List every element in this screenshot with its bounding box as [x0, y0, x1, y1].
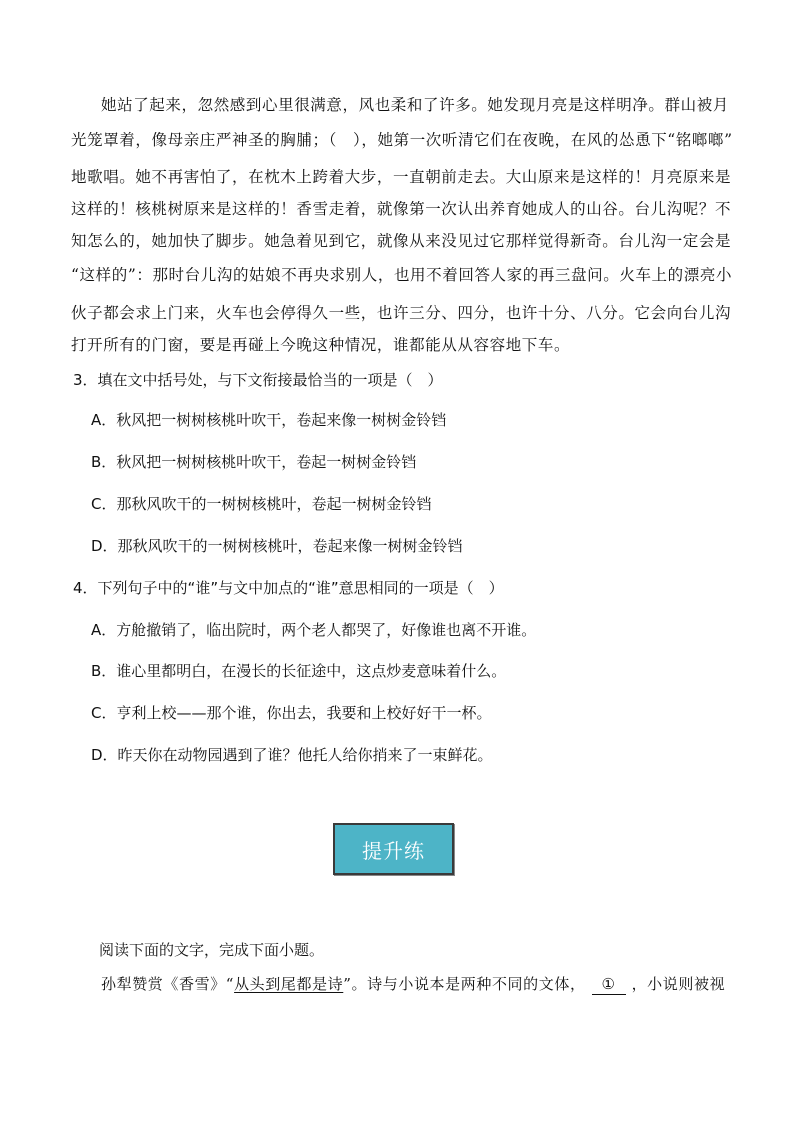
section-title-badge: [333, 823, 454, 875]
question-4-stem: 4．下列句子中的“谁”与文中加点的“谁”意思相同的一项是（ ）: [73, 579, 504, 597]
passage-line: 光笼罩着，像母亲庄严神圣的胸脯；（ ），她第一次听清它们在夜晚，在风的怂恿下“铭啷啷”: [71, 131, 733, 149]
passage-line: 地歌唱。她不再害怕了，在枕木上跨着大步，一直朝前走去。大山原来是这样的！月亮原来是: [71, 168, 732, 186]
reading-instruction: 阅读下面的文字，完成下面小题。: [99, 941, 325, 959]
passage-line: 这样的！核桃树原来是这样的！香雪走着，就像第一次认出养育她成人的山谷。台儿沟呢？不: [71, 200, 732, 218]
question-3-stem: 3．填在文中括号处，与下文衔接最恰当的一项是（ ）: [73, 371, 443, 389]
question-4-option-a[interactable]: A．方舱撤销了，临出院时，两个老人都哭了，好像谁也离不开谁。: [91, 621, 537, 639]
reading-suffix: ，小说则被视: [631, 975, 726, 993]
question-3-option-d[interactable]: D．那秋风吹干的一树树核桃叶，卷起来像一树树金铃铛: [91, 537, 463, 555]
question-3-option-c[interactable]: C．那秋风吹干的一树树核桃叶，卷起一树树金铃铛: [91, 495, 432, 513]
question-4-option-d[interactable]: D．昨天你在动物园遇到了谁？他托人给你捎来了一束鲜花。: [91, 746, 493, 764]
question-4-option-b[interactable]: B．谁心里都明白，在漫长的长征途中，这点炒麦意味着什么。: [91, 662, 507, 680]
blank-1[interactable]: ①: [592, 974, 626, 995]
question-4-option-c[interactable]: C．亨利上校——那个谁，你出去，我要和上校好好干一杯。: [91, 704, 492, 722]
question-3-option-b[interactable]: B．秋风把一树树核桃叶吹干，卷起一树树金铃铛: [91, 453, 417, 471]
reading-line: [101, 974, 725, 995]
passage-line: 知怎么的，她加快了脚步。她急着见到它，就像从来没见过它那样觉得新奇。台儿沟一定会是: [71, 232, 732, 250]
passage-line: “这样的”：那时台儿沟的姑娘不再央求别人，也用不着回答人家的再三盘问。火车上的漂亮小: [71, 266, 733, 284]
passage-line: 伙子都会求上门来，火车也会停得久一些，也许三分、四分，也许十分、八分。它会向台儿沟: [71, 304, 732, 322]
reading-prefix: 孙犁赞赏《香雪》“: [101, 975, 235, 993]
question-3-option-a[interactable]: A．秋风把一树树核桃叶吹干，卷起来像一树树金铃铛: [91, 411, 447, 429]
reading-mid: ”。诗与小说本是两种不同的文体，: [343, 975, 586, 993]
underlined-quote: 从头到尾都是诗: [234, 975, 344, 993]
passage-line: 她站了起来，忽然感到心里很满意，风也柔和了许多。她发现月亮是这样明净。群山被月: [101, 96, 729, 114]
section-title: 提升练: [362, 838, 425, 863]
passage-line: 打开所有的门窗，要是再碰上今晚这种情况，谁都能从从容容地下车。: [71, 336, 571, 354]
